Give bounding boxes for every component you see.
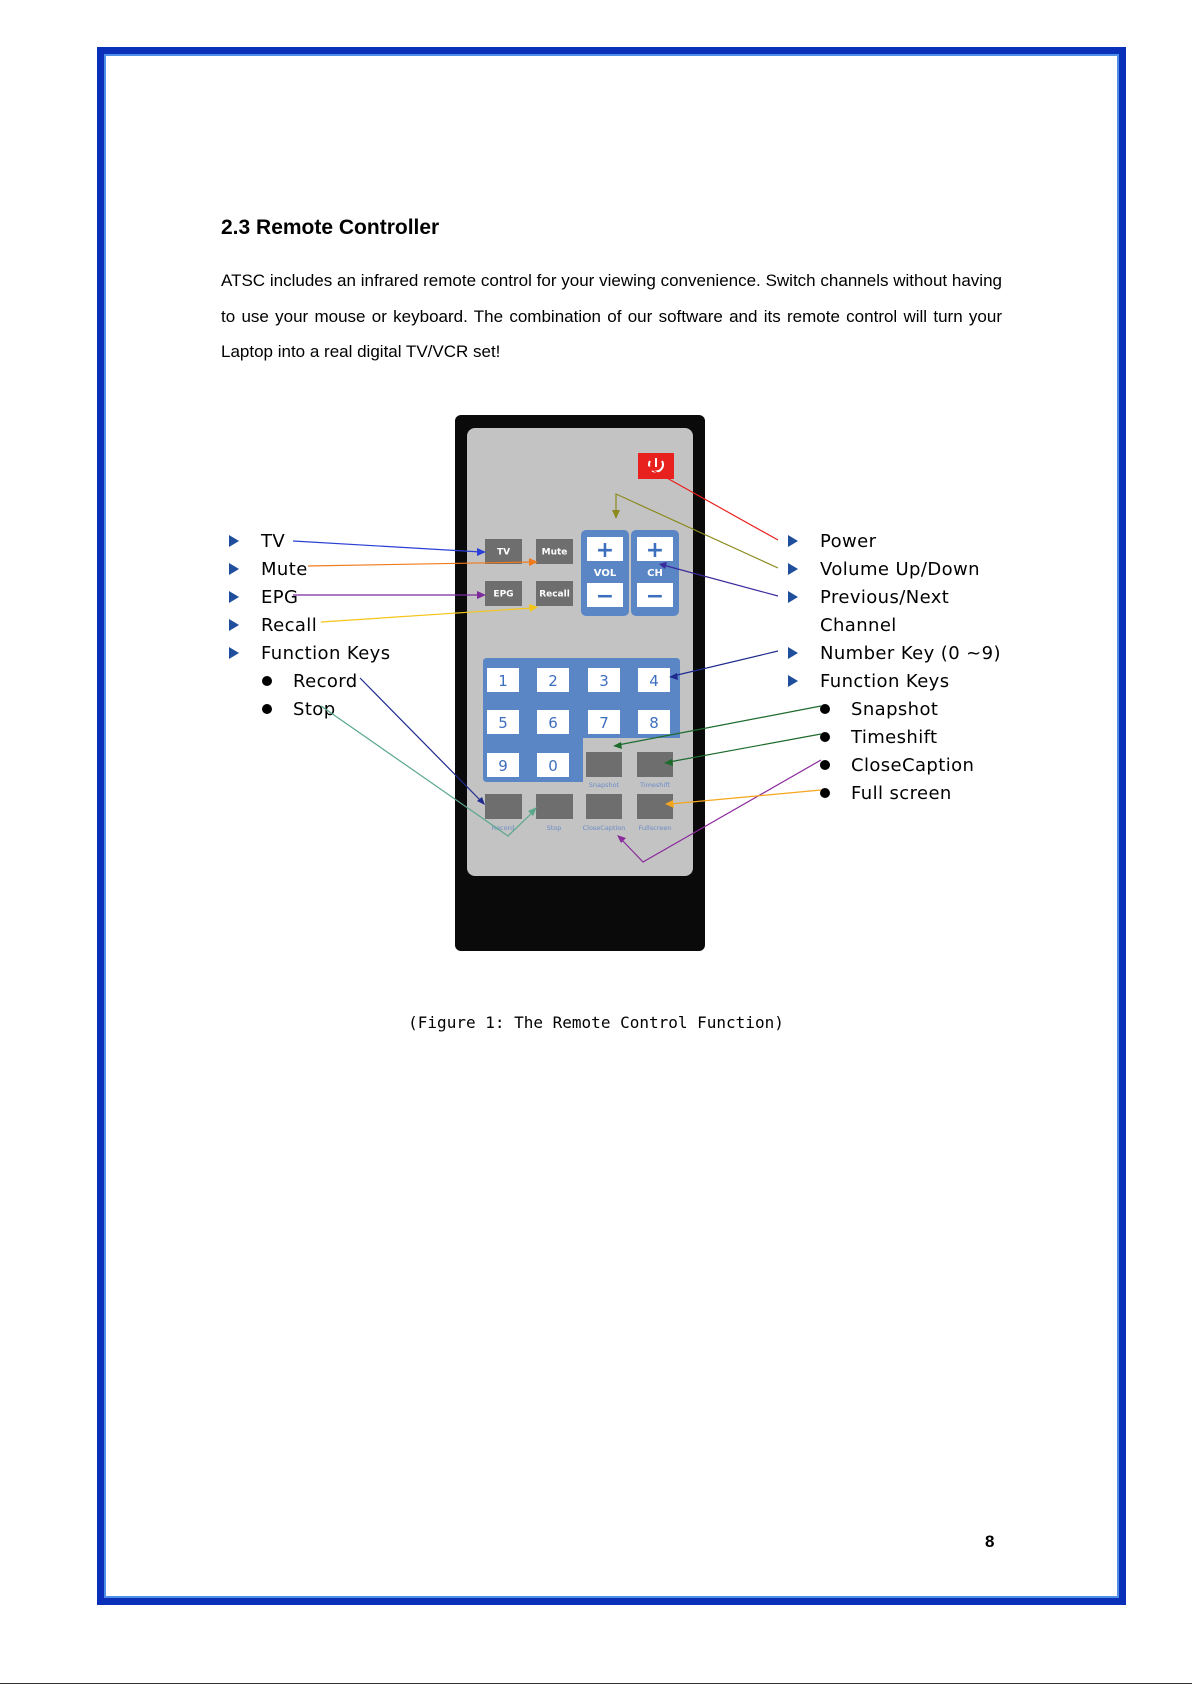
label-power: Power <box>820 531 877 552</box>
svg-text:−: − <box>595 584 615 609</box>
bottom-rule <box>0 1683 1192 1684</box>
svg-text:EPG: EPG <box>493 589 514 600</box>
remote-figure <box>203 388 1029 968</box>
mute-button <box>536 539 573 564</box>
intro-paragraph: ATSC includes an infrared remote control for your viewing convenience. Switch channels without having to use your mouse or keyboard. The combination of our software and its remote control will turn your Laptop into a real digital TV/VCR set! <box>221 271 1002 361</box>
label-mute: Mute <box>261 559 308 580</box>
recall-button <box>536 581 573 606</box>
label-prev-next: Previous/Next <box>820 587 950 608</box>
left-labels <box>229 531 391 720</box>
label-stop: Stop <box>293 699 336 720</box>
svg-text:Snapshot: Snapshot <box>588 781 620 789</box>
svg-text:VOL: VOL <box>593 568 617 579</box>
svg-text:CH: CH <box>647 568 663 579</box>
label-recall: Recall <box>261 615 318 636</box>
svg-text:CloseCaption: CloseCaption <box>582 824 626 832</box>
svg-text:Stop: Stop <box>546 824 562 832</box>
label-volume: Volume Up/Down <box>820 559 980 580</box>
svg-text:Timeshift: Timeshift <box>640 781 670 789</box>
svg-text:2: 2 <box>548 672 558 690</box>
svg-text:Recall: Recall <box>539 589 570 600</box>
label-snapshot: Snapshot <box>851 699 939 720</box>
label-channel: Channel <box>820 615 897 636</box>
label-number-key: Number Key (0 ~9) <box>820 643 1001 664</box>
section-heading: 2.3 Remote Controller <box>221 216 440 239</box>
page-number: 8 <box>985 1532 995 1551</box>
label-function-keys-right: Function Keys <box>820 671 950 692</box>
right-labels <box>788 531 1001 804</box>
volume-control <box>581 530 629 616</box>
label-function-keys-left: Function Keys <box>261 643 391 664</box>
svg-text:Record: Record <box>491 824 515 832</box>
svg-text:+: + <box>595 538 615 563</box>
svg-text:9: 9 <box>498 757 508 775</box>
label-timeshift: Timeshift <box>851 727 938 748</box>
svg-text:3: 3 <box>599 672 609 690</box>
svg-text:4: 4 <box>649 672 659 690</box>
svg-text:1: 1 <box>498 672 508 690</box>
label-closecaption: CloseCaption <box>851 755 975 776</box>
label-tv: TV <box>261 531 286 552</box>
power-button <box>638 453 674 479</box>
svg-text:0: 0 <box>548 757 558 775</box>
svg-text:+: + <box>645 538 665 563</box>
channel-control <box>631 530 679 616</box>
svg-text:6: 6 <box>548 714 558 732</box>
svg-text:Fullscreen: Fullscreen <box>638 824 672 832</box>
svg-text:TV: TV <box>496 547 511 558</box>
label-record: Record <box>293 671 358 692</box>
figure-caption: (Figure 1: The Remote Control Function) <box>408 1013 784 1032</box>
tv-button <box>485 539 522 564</box>
svg-text:7: 7 <box>599 714 609 732</box>
svg-text:Mute: Mute <box>541 547 568 558</box>
svg-text:5: 5 <box>498 714 508 732</box>
label-fullscreen: Full screen <box>851 783 952 804</box>
svg-text:−: − <box>645 584 665 609</box>
svg-text:8: 8 <box>649 714 659 732</box>
epg-button <box>485 581 522 606</box>
label-epg: EPG <box>261 587 299 608</box>
